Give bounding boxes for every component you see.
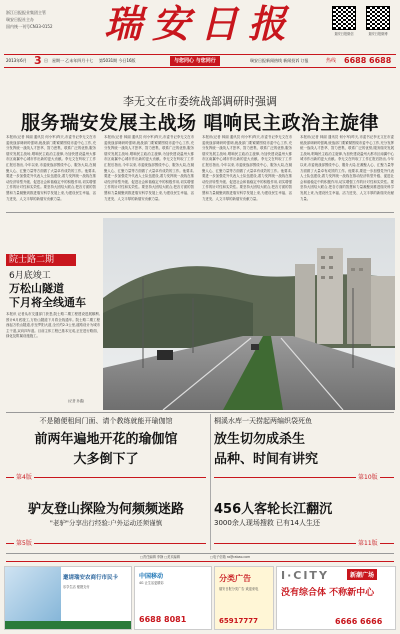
story-kicker: 不是随便租间门面、请个教练就能开瑜伽馆 [39,417,173,425]
hotline-info: 瑞安日报新闻热线 新闻投诉 订报 [250,58,309,63]
page-ref[interactable] [214,472,394,482]
story-kicker: 桐溪水库一天捞起两编织袋死鱼 [214,417,312,425]
qr-label-wechat: 瑞安日报微信 [334,32,354,36]
ad-subtitle: 瑞安日报分类广告 欢迎来电 [219,587,259,591]
lead-kicker: 李无文在市委统战部调研时强调 [123,95,277,108]
ad-subtitle: 没有综合体 不称新中心 [281,588,375,598]
ad-title: 中国移动 [139,573,164,580]
page-ref-label: 第11版 [358,540,378,547]
divider [6,553,394,554]
ad-title: 邀请瑞安农商行市民卡 [63,575,119,581]
lead-body [6,135,394,207]
ad-bank[interactable] [4,566,132,630]
qr-code-weibo[interactable] [366,6,390,30]
ad-phone: 65917777 [219,617,258,625]
qr-code-wechat[interactable] [332,6,356,30]
lead-body-column: 本报讯(记者 林丽 通讯员 何小军)昨天,市委书记李无文在市委统战部调研时强调,统战部门要紧紧围绕市委中心工作,充分发挥统一战线人才荟萃、智力密集、联系广泛的优势,服务瑞安发展主战场,唱响民主政治主旋律,为加快建设温州大都市区南翼中心城市作出新的更大贡献。李无文在听取了工作汇报后指出,今年以来,市委统战部围绕中心、服务大局,在凝聚人心、汇聚力量等方面做了大量卓有成效的工作。他要求,要进一步加强党外代表人士队伍建设,着力发挥统一战线在推动经济转型升级、促进社会和谐稳定中的积极作用,切实增强工作的针对性和实效性。要坚持大团结大联合,把各方面的智慧和力量凝聚到推进瑞安科学发展上来,为建设民生幸福、活力迸发、人文丰厚的新瑞安贡献力量。 [104,135,194,201]
divider [6,412,394,413]
ad-mobile[interactable] [134,566,212,630]
story-headline-line2: 3000余人现场搜救 已有14人生还 [214,519,320,527]
hotline-number: 6688 6688 [344,56,392,65]
qr-code-icon [332,6,356,30]
ad-phone: 6666 6666 [335,617,383,626]
tunnel-subline: 下月将全线通车 [9,296,86,309]
ad-icity[interactable] [276,566,396,630]
page-ref[interactable] [214,538,394,548]
story-headline-line2: 品种、时间有讲究 [214,452,319,467]
date-suffix: 日 [44,58,48,63]
lead-headline: 服务瑞安发展主战场 唱响民主政治主旋律 [20,112,380,134]
date-day: 3 [34,54,42,67]
ad-brand-logo: I·CITY [281,569,329,582]
lead-body-column: 本报讯(记者 林丽 通讯员 何小军)昨天,市委书记李无文在市委统战部调研时强调,统战部门要紧紧围绕市委中心工作,充分发挥统一战线人才荟萃、智力密集、联系广泛的优势,服务瑞安发展主战场,唱响民主政治主旋律,为加快建设温州大都市区南翼中心城市作出新的更大贡献。李无文在听取了工作汇报后指出,今年以来,市委统战部围绕中心、服务大局,在凝聚人心、汇聚力量等方面做了大量卓有成效的工作。他要求,要进一步加强党外代表人士队伍建设,着力发挥统一战线在推动经济转型升级、促进社会和谐稳定中的积极作用,切实增强工作的针对性和实效性。要坚持大团结大联合,把各方面的智慧和力量凝聚到推进瑞安科学发展上来,为建设民生幸福、活力迸发、人文丰厚的新瑞安贡献力量。 [300,135,394,201]
divider [6,212,394,213]
page-ref-rule [6,543,206,544]
story-ship[interactable] [214,492,394,550]
masthead-info-line: 瑞安日报社主办 [6,17,34,22]
story-headline: 前两年遍地开花的瑜伽馆 [34,432,178,447]
story-yoga[interactable] [6,416,206,484]
newspaper-title: 瑞安日报 [103,1,296,46]
tunnel-body: 本报讯 记者从市交通部门获悉,院士路二期工程建设进展顺利,预计6月底竣工,万松山隧道下月将全线通车。院士路二期工程西起万松山隧道,东至罗阳大道,全长约2.3公里,道路设计为城市主干道,双向四车道。目前主体工程已基本完成,正在进行路面、绿化及附属设施施工。 [6,312,100,339]
photo-credit: (记者 孙鑫) [68,399,85,403]
qr-code-icon [366,6,390,30]
story-headline: 驴友登山探险为何频频迷路 [27,502,184,517]
date-weekday: 星期一 乙未年四月十七 [52,58,94,63]
masthead-info-line: 浙江日报报业集团主管 [6,10,46,15]
page-ref-label: 第4版 [16,474,32,481]
date-prefix: 2013年6月 [6,58,27,63]
tunnel-story [6,254,102,404]
tunnel-label: 院士路二期 [6,254,76,266]
story-headline-line2: 大多倒下了 [73,452,139,467]
road-photo-image [103,218,395,410]
footer-rule [6,561,394,562]
ad-phone: 6688 8081 [139,615,187,624]
tunnel-photo[interactable] [103,218,395,410]
editor-credit: □责任编辑 李静 □美术编辑 [140,555,180,559]
story-headline-line2: "老驴"分享出行经验:户外运动还须谨慎 [49,519,163,527]
ad-classified[interactable] [214,566,274,630]
lead-body-column: 本报讯(记者 林丽 通讯员 何小军)昨天,市委书记李无文在市委统战部调研时强调,统战部门要紧紧围绕市委中心工作,充分发挥统一战线人才荟萃、智力密集、联系广泛的优势,服务瑞安发展主战场,唱响民主政治主旋律,为加快建设温州大都市区南翼中心城市作出新的更大贡献。李无文在听取了工作汇报后指出,今年以来,市委统战部围绕中心、服务大局,在凝聚人心、汇聚力量等方面做了大量卓有成效的工作。他要求,要进一步加强党外代表人士队伍建设,着力发挥统一战线在推动经济转型升级、促进社会和谐稳定中的积极作用,切实增强工作的针对性和实效性。要坚持大团结大联合,把各方面的智慧和力量凝聚到推进瑞安科学发展上来,为建设民生幸福、活力迸发、人文丰厚的新瑞安贡献力量。 [202,135,292,201]
masthead [0,0,400,52]
page-ref-rule [6,477,206,478]
column-divider [210,414,211,550]
lead-body-column: 本报讯(记者 林丽 通讯员 何小军)昨天,市委书记李无文在市委统战部调研时强调,统战部门要紧紧围绕市委中心工作,充分发挥统一战线人才荟萃、智力密集、联系广泛的优势,服务瑞安发展主战场,唱响民主政治主旋律,为加快建设温州大都市区南翼中心城市作出新的更大贡献。李无文在听取了工作汇报后指出,今年以来,市委统战部围绕中心、服务大局,在凝聚人心、汇聚力量等方面做了大量卓有成效的工作。他要求,要进一步加强党外代表人士队伍建设,着力发挥统一战线在推动经济转型升级、促进社会和谐稳定中的积极作用,切实增强工作的针对性和实效性。要坚持大团结大联合,把各方面的智慧和力量凝聚到推进瑞安科学发展上来,为建设民生幸福、活力迸发、人文丰厚的新瑞安贡献力量。 [6,135,96,201]
slogan-badge: 与您同心 与您同行 [170,56,220,66]
story-fish[interactable] [214,416,394,484]
masthead-info-line: 国内统一刊号CN33-0152 [6,24,53,29]
qr-label-weibo: 瑞安日报微博 [368,32,388,36]
masthead-info [6,9,81,30]
ad-subtitle: 4G 让生活更精彩 [139,581,164,585]
page-ref-label: 第5版 [16,540,32,547]
email-credit: □电子信箱 ra@rabao.com [210,555,251,559]
ad-footer-bar [5,621,132,630]
story-headline: 456人客轮长江翻沉 [214,502,333,517]
dateline-rule-bottom [4,67,396,68]
page-ref[interactable] [6,472,206,482]
page-ref-label: 第10版 [358,474,378,481]
ad-title: 分类广告 [219,574,251,583]
issue-info: 第5031期 今日16版 [99,58,136,63]
ad-subtitle: 乐享生活 便捷支付 [63,585,90,589]
page-ref[interactable] [6,538,206,548]
dateline [4,55,396,67]
story-hiking[interactable] [6,492,206,550]
story-headline: 放生切勿成杀生 [214,432,306,447]
hotline-label: 热线 [326,58,337,64]
tunnel-headline: 万松山隧道 [9,282,64,295]
tunnel-date: 6月底竣工 [9,271,51,281]
ad-title: 新潮广场 [347,569,377,580]
